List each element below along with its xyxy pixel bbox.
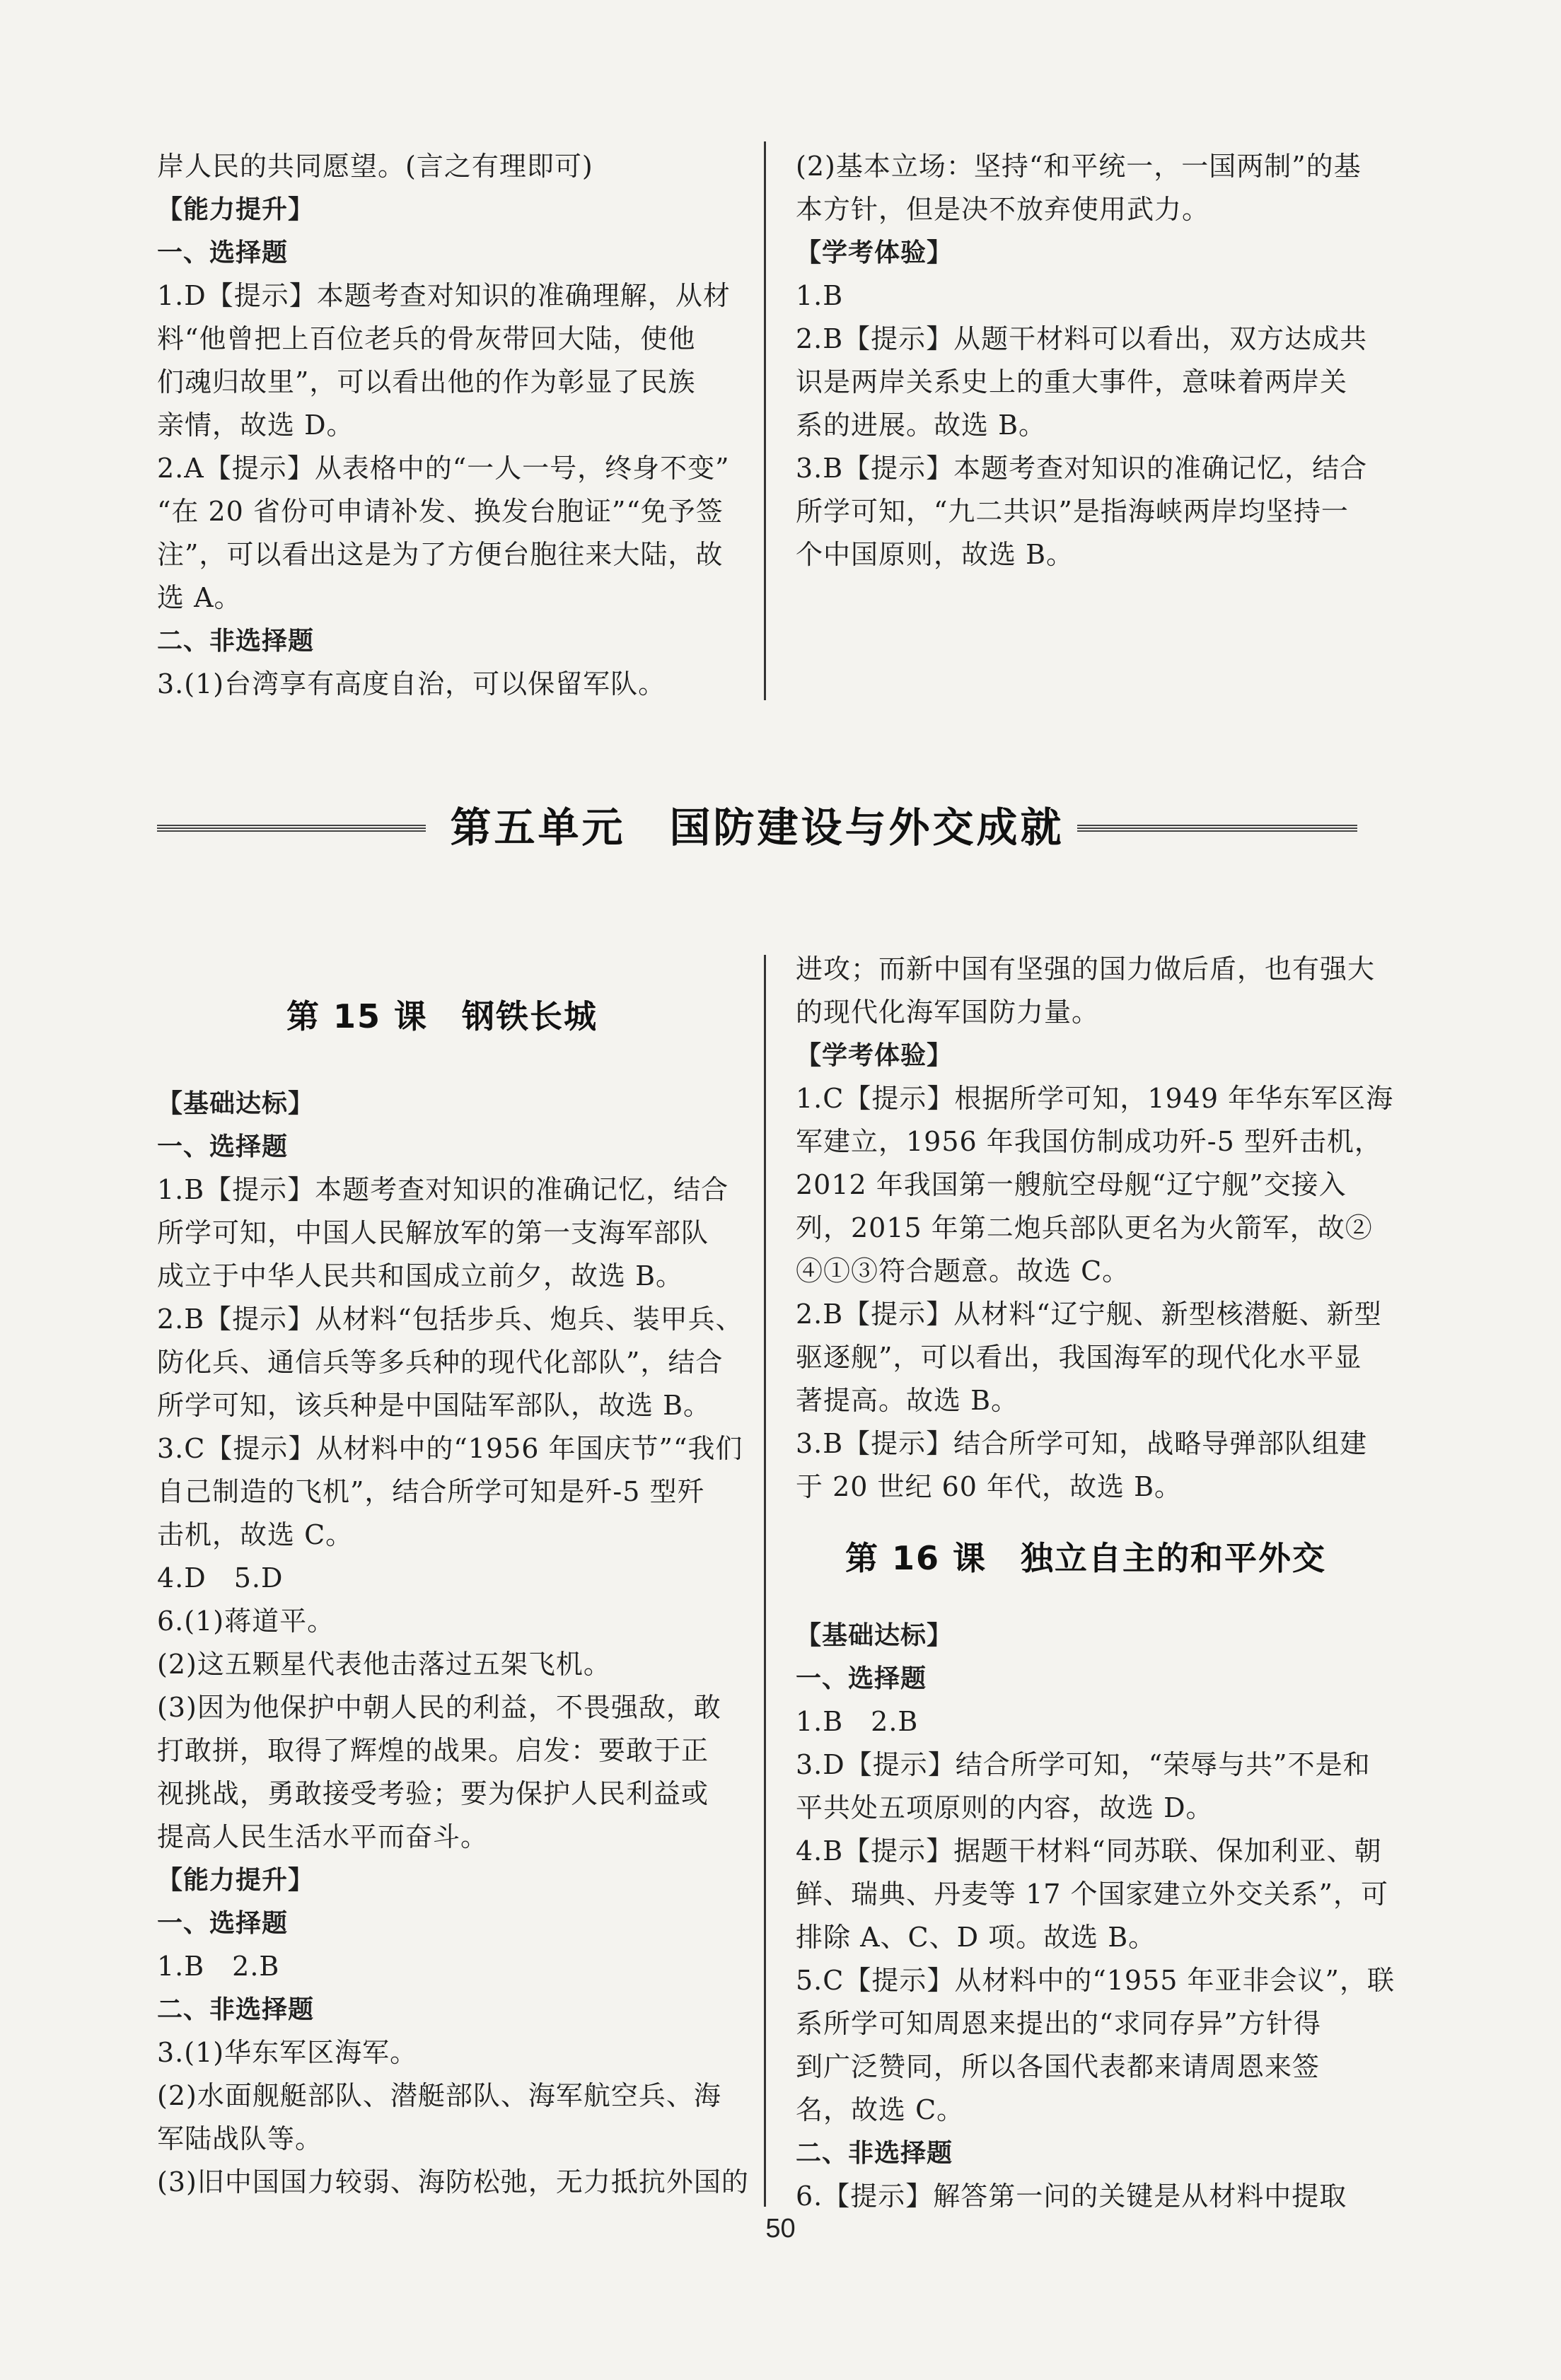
section-heading: 一、选择题 — [157, 1909, 289, 1938]
text-line: 平共处五项原则的内容，故选 D。 — [796, 1792, 1214, 1823]
text-line: 击机，故选 C。 — [157, 1519, 354, 1550]
text-line: 1.B【提示】本题考查对知识的准确记忆，结合 — [157, 1174, 729, 1205]
text-line: 排除 A、C、D 项。故选 B。 — [796, 1922, 1156, 1953]
text-line: 注”，可以看出这是为了方便台胞往来大陆，故 — [157, 539, 724, 570]
text-line: 6.(1)蒋道平。 — [157, 1606, 335, 1637]
page-number: 50 — [765, 2214, 796, 2243]
text-line: 本方针，但是决不放弃使用武力。 — [796, 194, 1210, 225]
text-line: 于 20 世纪 60 年代，故选 B。 — [796, 1471, 1183, 1502]
text-line: 1.D【提示】本题考查对知识的准确理解，从材 — [157, 280, 731, 311]
section-heading: 二、非选择题 — [157, 627, 315, 656]
text-line: 岸人民的共同愿望。(言之有理即可) — [157, 151, 593, 182]
section-heading: 【学考体验】 — [796, 1041, 953, 1070]
text-line: 1.C【提示】根据所学可知，1949 年华东军区海 — [796, 1083, 1394, 1114]
text-line: 识是两岸关系史上的重大事件，意味着两岸关 — [796, 366, 1348, 397]
text-line: 所学可知，中国人民解放军的第一支海军部队 — [157, 1217, 709, 1248]
text-line: 3.(1)华东军区海军。 — [157, 2037, 418, 2068]
text-line: 驱逐舰”，可以看出，我国海军的现代化水平显 — [796, 1342, 1362, 1373]
text-line: 自己制造的飞机”，结合所学可知是歼-5 型歼 — [157, 1476, 705, 1507]
text-line: 3.B【提示】结合所学可知，战略导弹部队组建 — [796, 1428, 1368, 1459]
text-line: (3)旧中国国力较弱、海防松弛，无力抵抗外国的 — [157, 2166, 749, 2198]
section-heading: 二、非选择题 — [157, 1995, 315, 2024]
text-line: 名，故选 C。 — [796, 2094, 965, 2125]
text-line: 3.C【提示】从材料中的“1956 年国庆节”“我们 — [157, 1433, 743, 1464]
text-line: ④①③符合题意。故选 C。 — [796, 1255, 1130, 1287]
text-line: 著提高。故选 B。 — [796, 1385, 1019, 1416]
section-heading: 一、选择题 — [796, 1664, 927, 1693]
section-heading: 一、选择题 — [157, 1132, 289, 1161]
text-line: 2.B【提示】从材料“辽宁舰、新型核潜艇、新型 — [796, 1299, 1382, 1330]
text-line: 的现代化海军国防力量。 — [796, 997, 1100, 1028]
text-line: 系所学可知周恩来提出的“求同存异”方针得 — [796, 2008, 1321, 2039]
text-line: (2)这五颗星代表他击落过五架飞机。 — [157, 1649, 611, 1680]
text-line: 1.B 2.B — [796, 1706, 919, 1737]
text-line: 军建立，1956 年我国仿制成功歼-5 型歼击机， — [796, 1126, 1382, 1157]
text-line: 个中国原则，故选 B。 — [796, 539, 1074, 570]
text-line: 6.【提示】解答第一问的关键是从材料中提取 — [796, 2181, 1347, 2212]
text-line: 们魂归故里”，可以看出他的作为彰显了民族 — [157, 366, 696, 397]
unit-heading — [157, 799, 1357, 856]
text-line: 4.D 5.D — [157, 1562, 284, 1594]
text-line: 选 A。 — [157, 582, 242, 613]
text-line: 系的进展。故选 B。 — [796, 410, 1047, 441]
text-line: 3.B【提示】本题考查对知识的准确记忆，结合 — [796, 453, 1368, 484]
text-line: 打敢拼，取得了辉煌的战果。启发：要敢于正 — [157, 1735, 709, 1766]
text-line: 亲情，故选 D。 — [157, 410, 354, 441]
text-line: 进攻；而新中国有坚强的国力做后盾，也有强大 — [796, 953, 1376, 985]
section-heading: 【能力提升】 — [157, 195, 315, 224]
section-heading: 一、选择题 — [157, 238, 289, 267]
lesson-15-title: 第 15 课 钢铁长城 — [286, 997, 598, 1035]
text-line: 鲜、瑞典、丹麦等 17 个国家建立外交关系”，可 — [796, 1879, 1388, 1910]
text-line: (3)因为他保护中朝人民的利益，不畏强敌，敢 — [157, 1692, 721, 1723]
text-line: 2.B【提示】从题干材料可以看出，双方达成共 — [796, 323, 1368, 354]
text-line: 视挑战，勇敢接受考验；要为保护人民利益或 — [157, 1778, 709, 1809]
text-line: 5.C【提示】从材料中的“1955 年亚非会议”，联 — [796, 1965, 1395, 1996]
unit-title: 第五单元 国防建设与外交成就 — [437, 803, 1077, 852]
text-line: (2)基本立场：坚持“和平统一，一国两制”的基 — [796, 151, 1362, 182]
text-line: 到广泛赞同，所以各国代表都来请周恩来签 — [796, 2051, 1321, 2082]
section-heading: 【能力提升】 — [157, 1866, 315, 1895]
text-line: 提高人民生活水平而奋斗。 — [157, 1821, 489, 1852]
section-heading: 【基础达标】 — [157, 1089, 315, 1118]
text-line: 2.B【提示】从材料“包括步兵、炮兵、装甲兵、 — [157, 1304, 743, 1335]
text-line: 1.B — [796, 280, 844, 311]
text-line: 3.D【提示】结合所学可知，“荣辱与共”不是和 — [796, 1749, 1371, 1780]
text-line: 2012 年我国第一艘航空母舰“辽宁舰”交接入 — [796, 1169, 1347, 1200]
text-line: “在 20 省份可申请补发、换发台胞证”“免予签 — [157, 496, 724, 527]
bottom-column-divider — [764, 955, 766, 2207]
lesson-16-title: 第 16 课 独立自主的和平外交 — [845, 1539, 1327, 1577]
text-line: 所学可知，该兵种是中国陆军部队，故选 B。 — [157, 1390, 712, 1421]
text-line: 1.B 2.B — [157, 1951, 280, 1982]
text-line: 列，2015 年第二炮兵部队更名为火箭军，故② — [796, 1212, 1373, 1243]
section-heading: 二、非选择题 — [796, 2139, 953, 2168]
text-line: 军陆战队等。 — [157, 2123, 323, 2154]
section-heading: 【基础达标】 — [796, 1621, 953, 1650]
text-line: 成立于中华人民共和国成立前夕，故选 B。 — [157, 1260, 684, 1291]
top-column-divider — [764, 141, 766, 700]
text-line: 所学可知，“九二共识”是指海峡两岸均坚持一 — [796, 496, 1349, 527]
text-line: 3.(1)台湾享有高度自治，可以保留军队。 — [157, 668, 666, 700]
text-line: 4.B【提示】据题干材料“同苏联、保加利亚、朝 — [796, 1835, 1382, 1867]
section-heading: 【学考体验】 — [796, 238, 953, 267]
text-line: 防化兵、通信兵等多兵种的现代化部队”，结合 — [157, 1347, 724, 1378]
text-line: 料“他曾把上百位老兵的骨灰带回大陆，使他 — [157, 323, 696, 354]
text-line: (2)水面舰艇部队、潜艇部队、海军航空兵、海 — [157, 2080, 721, 2111]
text-line: 2.A【提示】从表格中的“一人一号，终身不变” — [157, 453, 730, 484]
